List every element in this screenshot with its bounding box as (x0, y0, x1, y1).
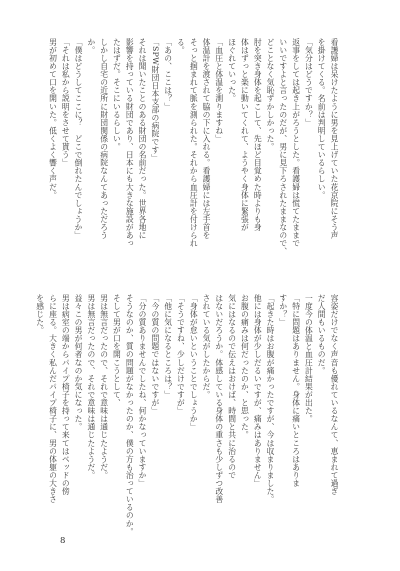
text-line: 「特に問題はありません。身体に痛いところはありま (291, 294, 301, 488)
text-line: 「僕はどうしてここに？ どこで倒れたんでしょうか」 (74, 38, 84, 240)
text-line: 「身体が怠いということでしょうか」 (189, 294, 199, 431)
text-line: だ人間もいるものだ。 (317, 294, 327, 375)
text-line: らに座る。大きく私んだパイプ椅子に、男の体躯の大きさ (48, 294, 58, 504)
text-line: 「そうですね、少しだけですが」 (176, 294, 186, 415)
text-line: る。 (176, 38, 186, 55)
text-line: 気にはなるので伝えはおけば、時間と共に治るので (227, 294, 237, 480)
text-line: たはずだ。そこにいるらしい。 (112, 38, 122, 151)
text-line: 男は無言だったので、それで意味は通じたようだ。 (86, 294, 96, 480)
text-line: 影響を持っている財団であり、日本にも大きな施設があっ (125, 38, 135, 248)
text-line: ほぐれていった。 (227, 38, 237, 103)
text-line: 男が初めて口を開いた。低くよく響く声だ。 (48, 38, 58, 199)
text-line: 「他に気になるところは？」 (163, 294, 173, 399)
text-line: 「起きた時はお腹が痛かったですが、今は収まりました。 (266, 294, 276, 504)
text-line: 「それは私から説明をさせて貰う」 (61, 38, 71, 167)
text-line: そして男が口を開こうとして、 (112, 294, 122, 407)
text-line: 看護婦は呆けたように男を見上げていた花京院にそう声 (330, 38, 339, 240)
text-line: か。 (86, 38, 96, 55)
text-line: を掛けてくる。名前は判明しているらしい。 (317, 38, 327, 199)
upper-text-block (46, 38, 340, 266)
text-line: すか？」 (278, 294, 288, 327)
text-line: されている気がしたからだ。 (202, 294, 212, 399)
text-line: しかし自宅の近所に財団関係の病院なんてあっただろう (99, 38, 109, 240)
text-line: 「あの、ここは？」 (163, 38, 173, 111)
text-line: それは聞いたことのある財団の名前だった。世界各地に (138, 38, 148, 240)
text-line: 男は病室の端からパイプ椅子を持って来てはベッドの傍 (61, 294, 71, 496)
text-line: そっと掴まれて脈を測られた。それから血圧計を付けられ (189, 38, 199, 248)
text-line: いいですよと言ったのだが、男に見下ろされたままなので、 (278, 38, 288, 256)
text-line: 男は無言だったので、それで意味は通じたようだ。 (99, 294, 109, 480)
text-line: そうなのか、質の問題がなかったのか、僕の方も治っているのか。 (125, 294, 135, 536)
text-line: 体はずっと楽に動いてくれて、ようやく身体に緊張が (240, 38, 250, 232)
text-line: 「気分はどうですか？」 (304, 38, 314, 127)
text-line: 一度今の体温と血圧計結果が出た。 (304, 294, 314, 423)
text-line: 返事をしては起き上がろうとした。看護婦は慌てたままで (291, 38, 301, 248)
text-line: 益々この男が何者なのか気になった。 (74, 294, 84, 431)
text-line: 他には身体が少しだるいですが、痛みはありません」 (253, 294, 263, 488)
text-line: 「SPW財団日本支部の病院です」 (150, 38, 160, 163)
text-line: 容姿だけでなく声音も優れているなんて、恵まれて過ぎ (330, 294, 339, 496)
text-line: 「血圧と体温を測りますね」 (214, 38, 224, 143)
text-line: 肘を突き身体を起こして、先ほど目覚めた時よりも身 (253, 38, 263, 232)
text-line: どことなく気恥ずかしかった。 (266, 38, 276, 151)
text-line: 体温計を渡されて脇の下に入れる。看護婦には左手首を (202, 38, 212, 240)
text-line: を感じた。 (35, 294, 45, 335)
text-line: 「分の質ありませんでしたね、何かなっていますか」 (138, 294, 148, 488)
page-number: 8 (60, 536, 66, 546)
text-line: 「今の質の問題ではないですが」 (150, 294, 160, 415)
lower-text-block (33, 294, 340, 536)
text-line: お腹の痛みは何だったのか、と思った。 (240, 294, 250, 439)
text-line: はないだろうか。体感している身体の重さも少しずつ改善 (214, 294, 224, 504)
